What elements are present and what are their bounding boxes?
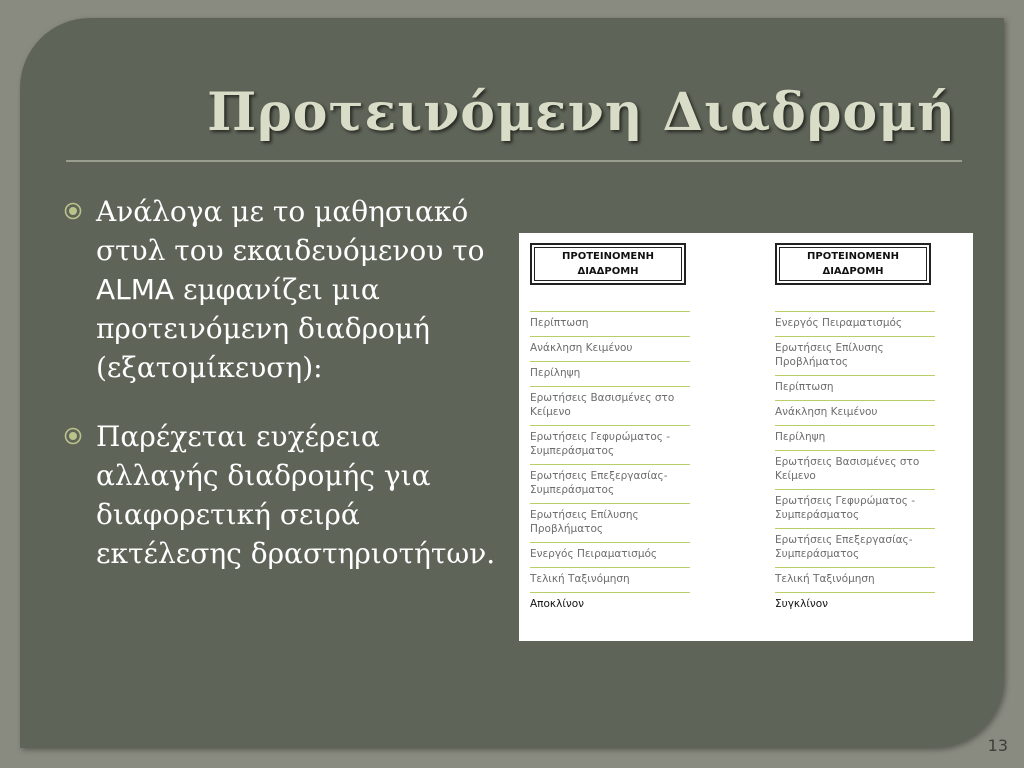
route-type-label: Αποκλίνον	[530, 592, 690, 617]
route-header-label	[779, 247, 927, 281]
route-activity-item: Ερωτήσεις Γεφυρώματος - Συμπεράσματος	[775, 489, 935, 528]
route-activity-item: Τελική Ταξινόμηση	[530, 567, 690, 592]
route-list	[775, 311, 935, 592]
convergent-route-column	[775, 243, 935, 617]
route-header-label	[534, 247, 682, 281]
route-activity-item: Ερωτήσεις Βασισμένες στο Κείμενο	[530, 386, 690, 425]
bullet-item-1	[62, 192, 502, 387]
route-activity-item: Περίπτωση	[530, 311, 690, 336]
divergent-route-column	[530, 243, 690, 617]
bullet-item-2	[62, 417, 502, 573]
route-type-label: Συγκλίνον	[775, 592, 935, 617]
bullet-text-before: Ανάλογα με το μαθησιακό στυλ του εκαιδευόμενου το	[96, 195, 485, 267]
route-activity-item: Ερωτήσεις Επεξεργασίας- Συμπεράσματος	[775, 528, 935, 567]
route-activity-item: Ενεργός Πειραματισμός	[775, 311, 935, 336]
route-activity-item: Ερωτήσεις Βασισμένες στο Κείμενο	[775, 450, 935, 489]
title-divider	[66, 160, 962, 162]
route-list	[530, 311, 690, 592]
route-header-line2: ΔΙΑΔΡΟΜΗ	[822, 266, 884, 277]
route-header-box	[775, 243, 931, 285]
bullet-text-after: εμφανίζει μια προτεινόμενη διαδρομή (εξατομίκευση):	[96, 273, 430, 384]
route-header-box	[530, 243, 686, 285]
route-header-line1: ΠΡΟΤΕΙΝΟΜΕΝΗ	[807, 251, 899, 262]
route-activity-item: Περίπτωση	[775, 375, 935, 400]
bullet-text: Παρέχεται ευχέρεια αλλαγής διαδρομής για διαφορετική σειρά εκτέλεσης δραστηριοτήτων.	[96, 420, 496, 570]
route-activity-item: Ανάκληση Κειμένου	[530, 336, 690, 361]
route-activity-item: Ερωτήσεις Επίλυσης Προβλήματος	[530, 503, 690, 542]
route-header-line1: ΠΡΟΤΕΙΝΟΜΕΝΗ	[562, 251, 654, 262]
route-activity-item: Τελική Ταξινόμηση	[775, 567, 935, 592]
route-activity-item: Ερωτήσεις Γεφυρώματος - Συμπεράσματος	[530, 425, 690, 464]
slide-title: Προτεινόμενη Διαδρομή	[207, 82, 956, 143]
route-header-line2: ΔΙΑΔΡΟΜΗ	[577, 266, 639, 277]
route-activity-item: Ανάκληση Κειμένου	[775, 400, 935, 425]
bullet-list	[62, 192, 502, 603]
route-comparison-image	[519, 233, 973, 641]
route-activity-item: Ερωτήσεις Επεξεργασίας- Συμπεράσματος	[530, 464, 690, 503]
page-number: 13	[987, 736, 1008, 755]
route-activity-item: Περίληψη	[530, 361, 690, 386]
route-activity-item: Περίληψη	[775, 425, 935, 450]
route-activity-item: Ενεργός Πειραματισμός	[530, 542, 690, 567]
route-activity-item: Ερωτήσεις Επίλυσης Προβλήματος	[775, 336, 935, 375]
circled-dot-bullet-icon	[64, 427, 82, 445]
circled-dot-bullet-icon	[64, 202, 82, 220]
alma-term: ALMA	[96, 273, 175, 306]
